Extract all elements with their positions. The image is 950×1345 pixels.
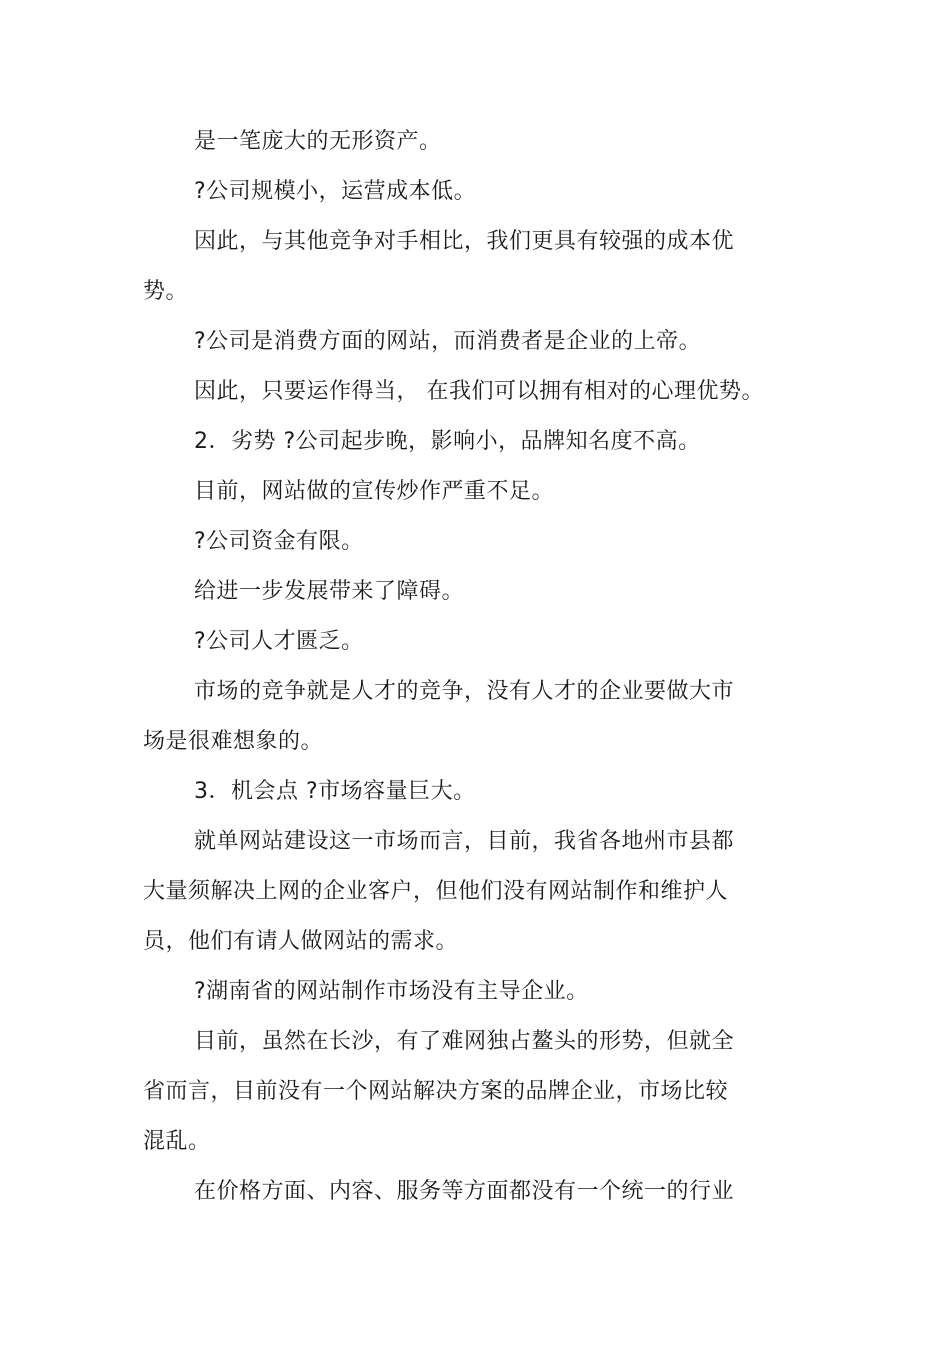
text-line: 因此，与其他竞争对手相比，我们更具有较强的成本优: [194, 229, 735, 254]
text-line: ?公司资金有限。: [194, 529, 364, 554]
text-line: 省而言，目前没有一个网站解决方案的品牌企业，市场比较: [143, 1079, 729, 1104]
text-line: 员，他们有请人做网站的需求。: [143, 929, 459, 954]
text-line: 2．劣势 ?公司起步晚，影响小，品牌知名度不高。: [194, 429, 701, 454]
text-line: 就单网站建设这一市场而言，目前，我省各地州市县都: [194, 829, 735, 854]
text-line: ?公司规模小，运营成本低。: [194, 179, 477, 204]
text-line: 大量须解决上网的企业客户，但他们没有网站制作和维护人: [143, 879, 729, 904]
text-line: 是一笔庞大的无形资产。: [194, 129, 442, 154]
text-line: ?公司是消费方面的网站，而消费者是企业的上帝。: [194, 329, 702, 354]
text-line: 市场的竞争就是人才的竞争，没有人才的企业要做大市: [194, 679, 735, 704]
text-line: 在价格方面、内容、服务等方面都没有一个统一的行业: [194, 1179, 735, 1204]
text-line: 3．机会点 ?市场容量巨大。: [194, 779, 476, 804]
text-line: ?湖南省的网站制作市场没有主导企业。: [194, 979, 589, 1004]
text-line: 势。: [143, 279, 189, 304]
text-line: ?公司人才匮乏。: [194, 629, 364, 654]
text-line: 场是很难想象的。: [143, 729, 324, 754]
text-line: 目前，虽然在长沙，有了难网独占鳌头的形势，但就全: [194, 1029, 735, 1054]
text-line: 因此，只要运作得当， 在我们可以拥有相对的心理优势。: [194, 379, 764, 404]
text-line: 给进一步发展带来了障碍。: [194, 579, 465, 604]
text-line: 目前，网站做的宣传炒作严重不足。: [194, 479, 555, 504]
text-line: 混乱。: [143, 1129, 211, 1154]
